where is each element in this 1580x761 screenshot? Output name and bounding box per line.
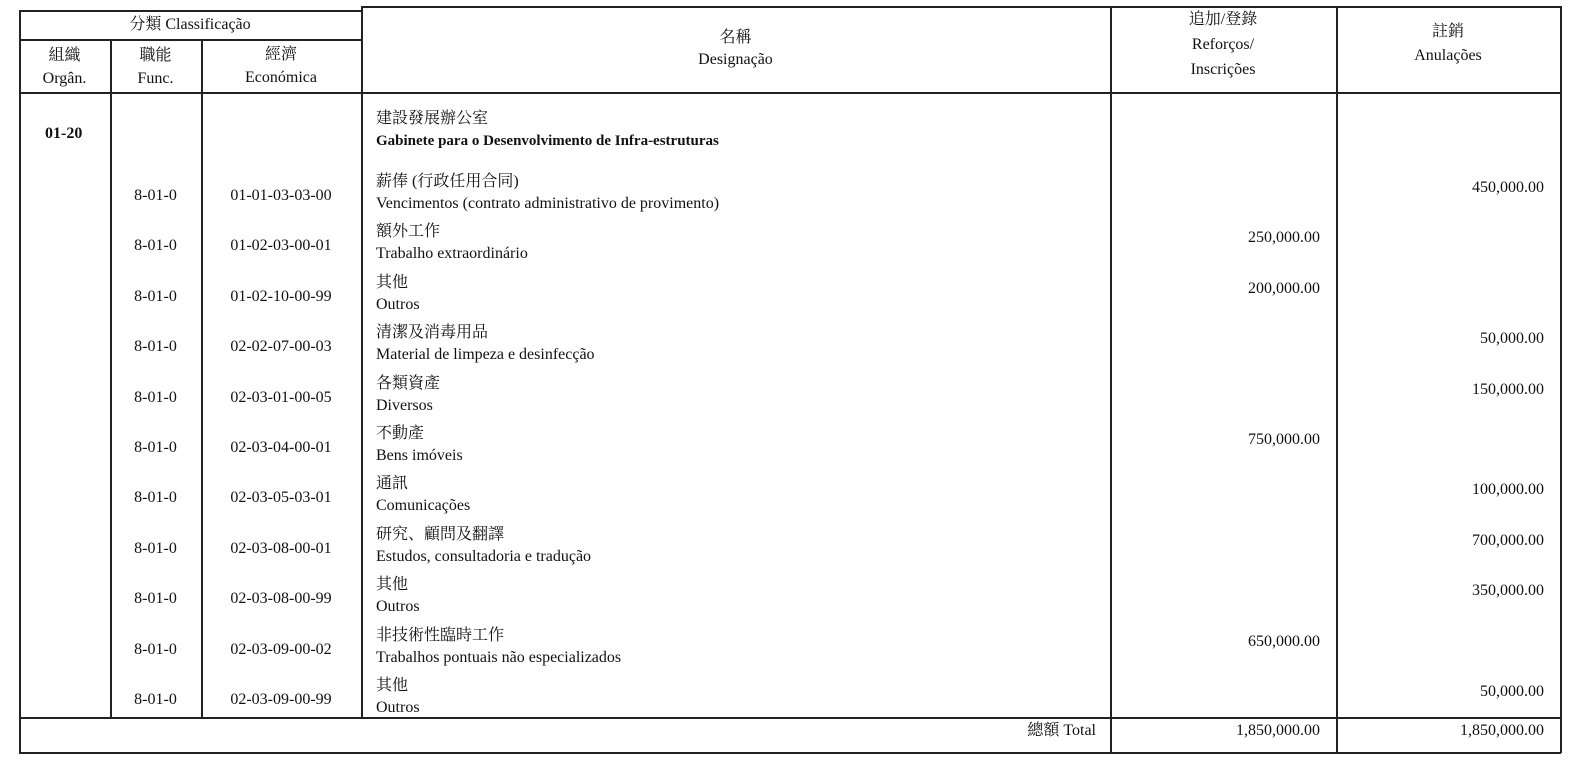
row-func: 8-01-0 bbox=[134, 590, 177, 608]
row-annulment: 700,000.00 bbox=[1472, 531, 1544, 549]
row-econ: 01-02-03-00-01 bbox=[230, 237, 332, 255]
row-reinforcement: 750,000.00 bbox=[1248, 431, 1320, 448]
row-designation-zh: 其他 bbox=[376, 677, 409, 694]
row-func: 8-01-0 bbox=[134, 640, 177, 658]
header-econ-zh: 經濟 bbox=[264, 46, 297, 63]
organ-code: 01-20 bbox=[45, 125, 83, 142]
rule-top-right bbox=[361, 6, 1561, 8]
organ-name-pt: Gabinete para o Desenvolvimento de Infra-estruturas bbox=[376, 133, 719, 149]
header-reinforcement-pt1: Reforços/ bbox=[1191, 36, 1255, 53]
row-econ: 02-03-08-00-01 bbox=[230, 539, 332, 557]
row-designation-pt: Bens imóveis bbox=[376, 447, 463, 464]
row-func: 8-01-0 bbox=[134, 187, 177, 204]
row-designation-pt: Outros bbox=[376, 295, 420, 313]
rule-econ-desig bbox=[361, 6, 363, 718]
row-annulment: 450,000.00 bbox=[1472, 179, 1544, 196]
row-econ: 02-03-08-00-99 bbox=[230, 590, 332, 608]
row-econ: 02-02-07-00-03 bbox=[230, 338, 332, 356]
row-annulment: 150,000.00 bbox=[1472, 380, 1544, 398]
row-designation-pt: Estudos, consultadoria e tradução bbox=[376, 547, 592, 565]
row-designation-pt: Material de limpeza e desinfecção bbox=[376, 346, 595, 364]
rule-classification bbox=[19, 39, 361, 41]
row-designation-pt: Outros bbox=[376, 598, 420, 616]
row-func: 8-01-0 bbox=[134, 691, 177, 708]
row-designation-zh: 清潔及消毒用品 bbox=[376, 324, 489, 342]
row-econ: 02-03-09-00-02 bbox=[230, 640, 332, 658]
row-designation-zh: 通訊 bbox=[376, 475, 409, 493]
row-designation-pt: Trabalho extraordinário bbox=[376, 245, 528, 263]
row-designation-pt: Comunicações bbox=[376, 497, 471, 515]
row-econ: 02-03-05-03-01 bbox=[230, 489, 332, 507]
rule-func-econ bbox=[201, 39, 203, 718]
total-annulment: 1,850,000.00 bbox=[1460, 722, 1544, 739]
header-econ-pt: Económica bbox=[245, 69, 317, 86]
row-func: 8-01-0 bbox=[134, 338, 177, 356]
total-label: 總額 Total bbox=[1027, 722, 1096, 739]
row-designation-zh: 各類資產 bbox=[376, 374, 441, 392]
rule-right bbox=[1560, 6, 1562, 753]
rule-bottom bbox=[19, 752, 1561, 754]
rule-left bbox=[19, 10, 21, 753]
row-designation-zh: 研究、顧問及翻譯 bbox=[376, 525, 505, 543]
header-annulment-pt: Anulações bbox=[1414, 47, 1482, 64]
row-reinforcement: 200,000.00 bbox=[1248, 279, 1320, 297]
row-func: 8-01-0 bbox=[134, 439, 177, 456]
header-designation-pt: Designação bbox=[698, 51, 773, 68]
row-designation-zh: 不動產 bbox=[376, 425, 425, 442]
header-classification: 分類 Classificação bbox=[129, 16, 251, 33]
row-func: 8-01-0 bbox=[134, 489, 177, 507]
organ-name-zh: 建設發展辦公室 bbox=[376, 110, 489, 127]
row-designation-pt: Diversos bbox=[376, 396, 433, 414]
row-econ: 02-03-01-00-05 bbox=[230, 388, 332, 406]
rule-organ-func bbox=[110, 39, 112, 718]
header-designation-zh: 名稱 bbox=[719, 29, 752, 46]
header-func-zh: 職能 bbox=[139, 47, 172, 64]
row-designation-zh: 額外工作 bbox=[376, 223, 441, 241]
row-func: 8-01-0 bbox=[134, 287, 177, 305]
row-designation-pt: Vencimentos (contrato administrativo de provimento) bbox=[376, 195, 720, 212]
header-reinforcement-zh: 追加/登錄 bbox=[1188, 11, 1258, 28]
header-reinforcement-pt2: Inscrições bbox=[1190, 61, 1256, 78]
row-designation-pt: Trabalhos pontuais não especializados bbox=[376, 648, 622, 666]
row-annulment: 350,000.00 bbox=[1472, 582, 1544, 600]
header-annulment-zh: 註銷 bbox=[1431, 23, 1464, 40]
row-designation-zh: 其他 bbox=[376, 576, 409, 594]
row-annulment: 50,000.00 bbox=[1480, 683, 1544, 700]
rule-total-top bbox=[19, 717, 1561, 719]
header-organ-zh: 組織 bbox=[48, 47, 81, 64]
row-econ: 01-02-10-00-99 bbox=[230, 287, 332, 305]
row-econ: 02-03-09-00-99 bbox=[230, 691, 332, 708]
row-designation-zh: 薪俸 (行政任用合同) bbox=[376, 173, 519, 190]
row-func: 8-01-0 bbox=[134, 388, 177, 406]
total-reinforcement: 1,850,000.00 bbox=[1236, 722, 1320, 739]
row-designation-zh: 其他 bbox=[376, 273, 409, 291]
rule-header-bottom bbox=[19, 92, 1561, 94]
row-func: 8-01-0 bbox=[134, 539, 177, 557]
header-organ-pt: Orgân. bbox=[42, 70, 87, 87]
row-reinforcement: 650,000.00 bbox=[1248, 632, 1320, 650]
row-annulment: 50,000.00 bbox=[1480, 330, 1544, 348]
row-func: 8-01-0 bbox=[134, 237, 177, 255]
row-reinforcement: 250,000.00 bbox=[1248, 229, 1320, 247]
row-designation-zh: 非技術性臨時工作 bbox=[376, 626, 505, 644]
row-designation-pt: Outros bbox=[376, 699, 420, 716]
row-annulment: 100,000.00 bbox=[1472, 481, 1544, 499]
row-econ: 02-03-04-00-01 bbox=[230, 439, 332, 456]
row-econ: 01-01-03-03-00 bbox=[230, 187, 332, 204]
rule-top bbox=[19, 10, 361, 12]
header-func-pt: Func. bbox=[137, 70, 174, 87]
